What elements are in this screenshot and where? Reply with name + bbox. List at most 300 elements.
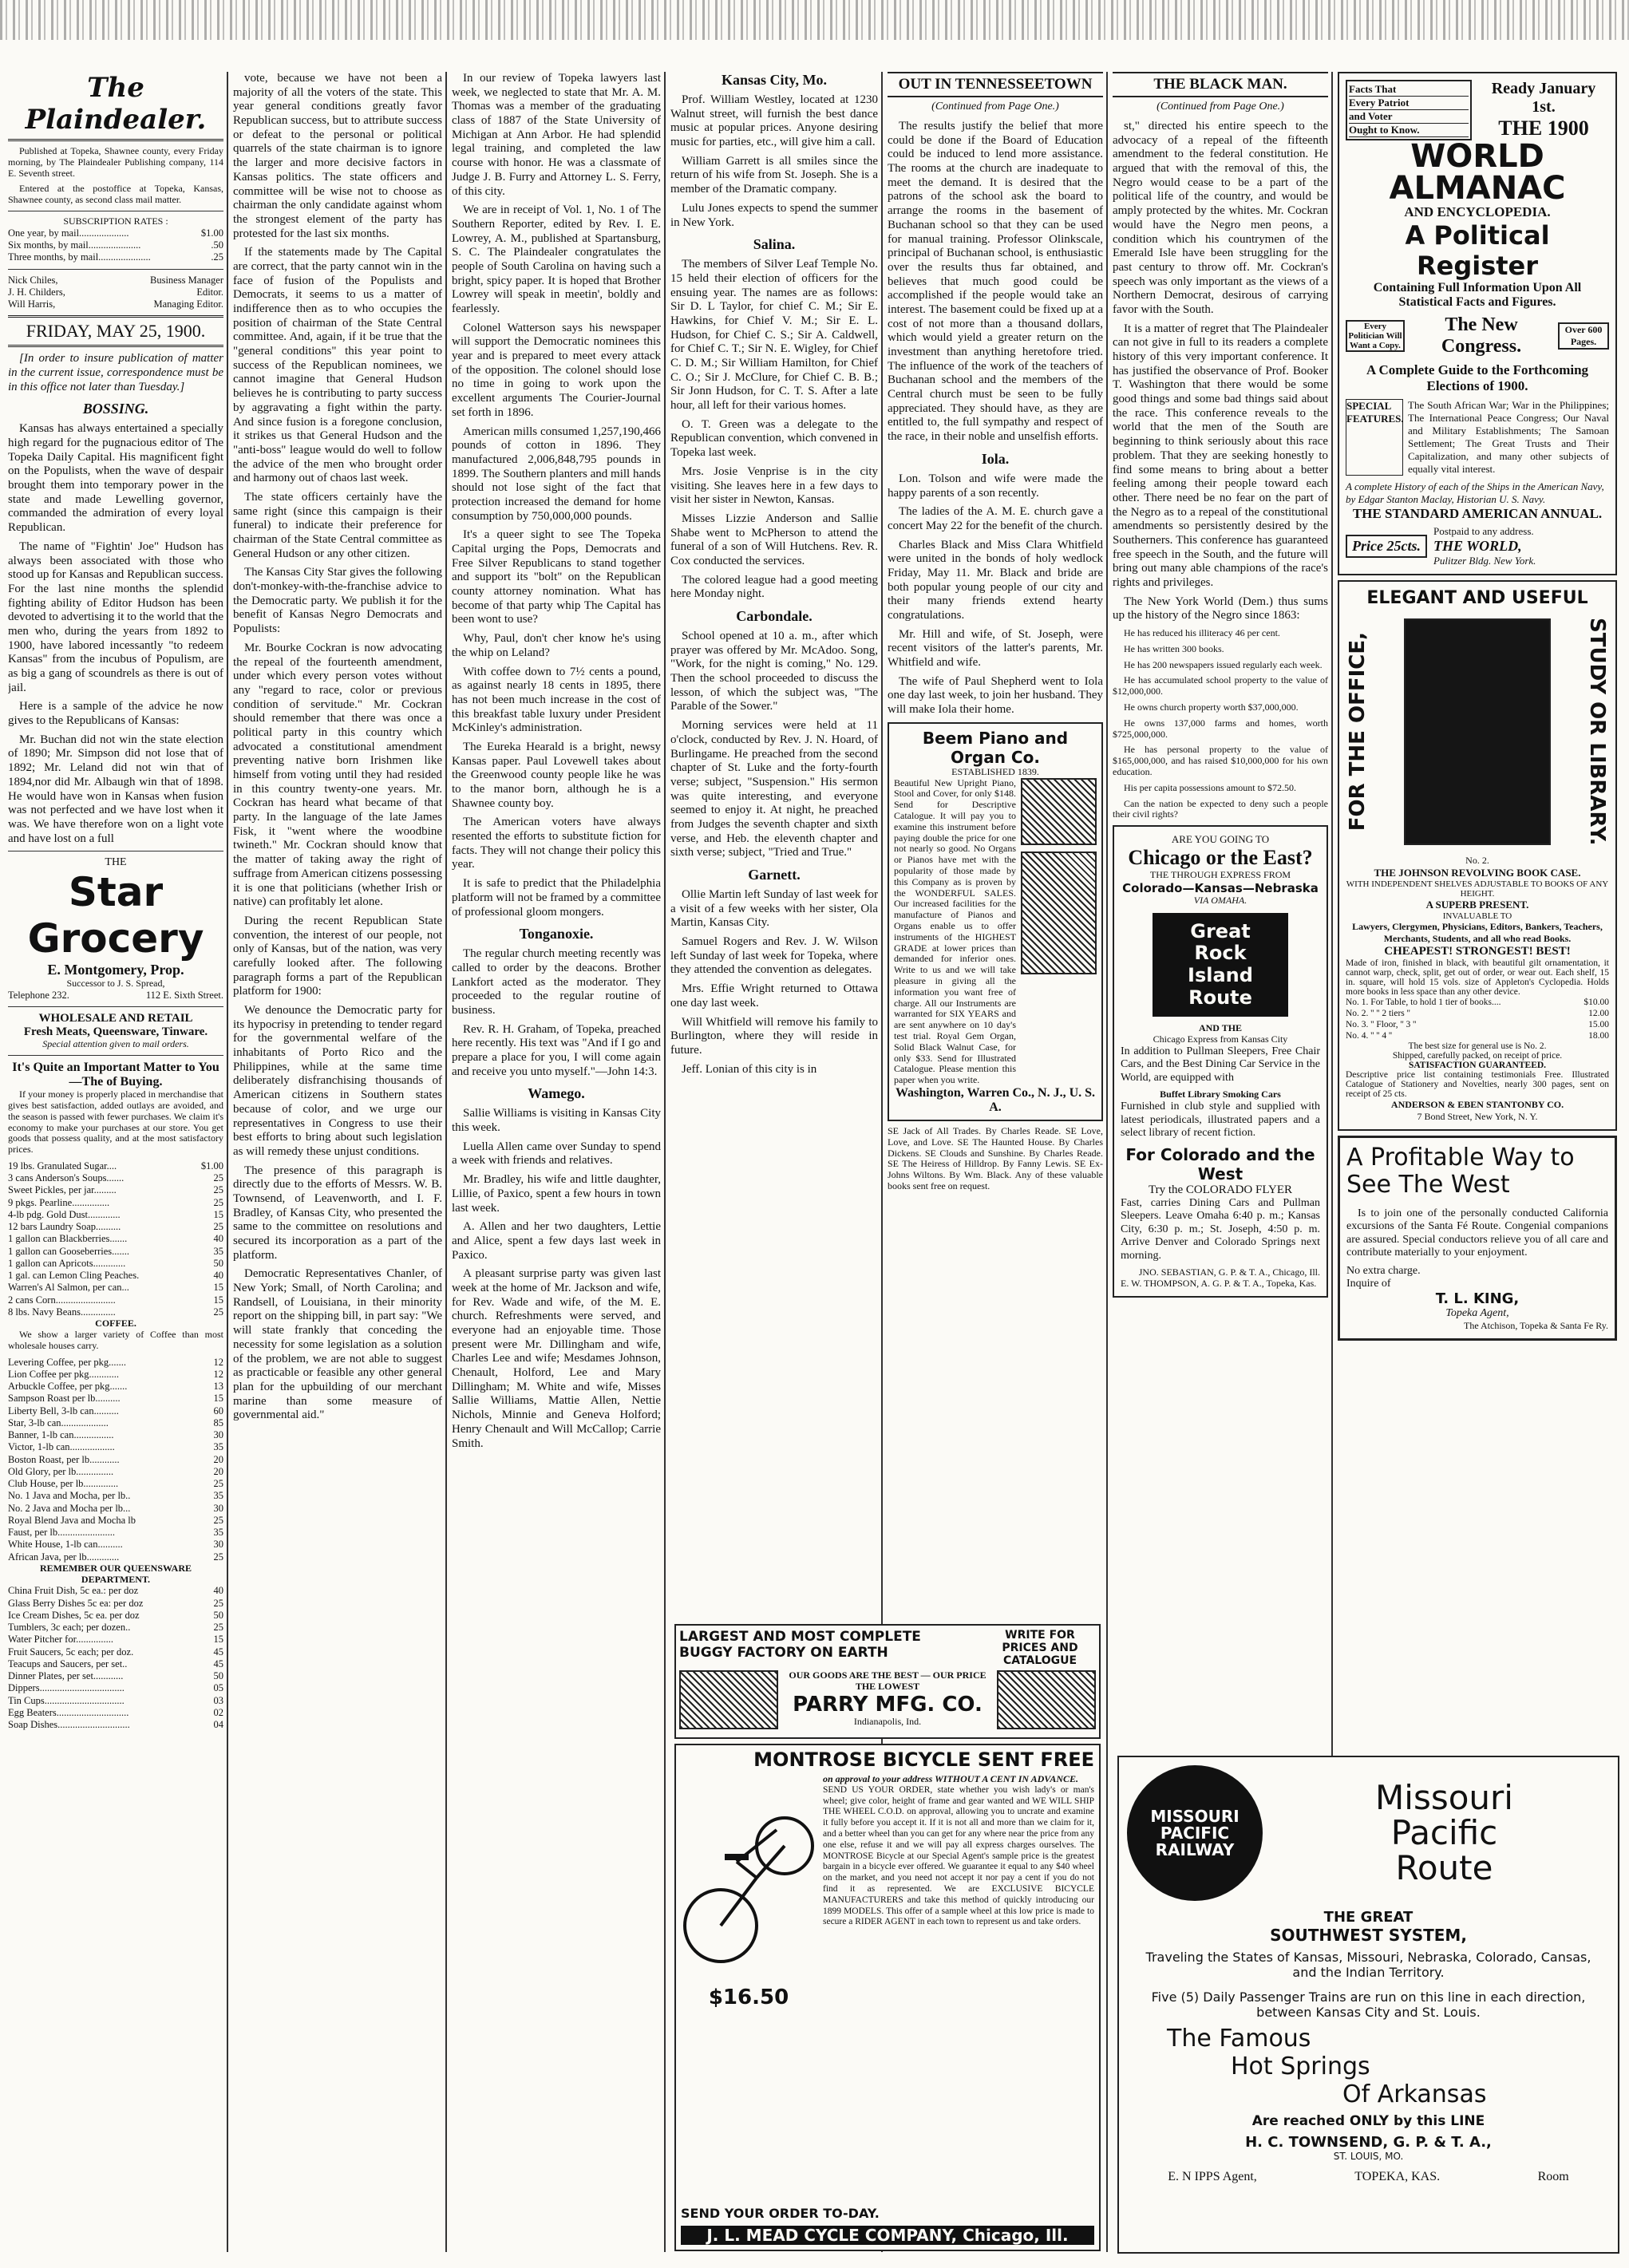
pulitzer: Pulitzer Bldg. New York. — [1433, 555, 1536, 567]
row-label: Banner, 1-lb can................ — [8, 1429, 114, 1441]
bicycle-price: $16.50 — [708, 1985, 789, 2009]
column-rule — [445, 72, 447, 2252]
bookcase-headline: ELEGANT AND USEFUL — [1366, 588, 1588, 608]
row-label: Egg Beaters............................. — [8, 1706, 129, 1718]
paragraph: Rev. R. H. Graham, of Topeka, preached here recently. His text was "And if I go and prepare a place for you, I will come again and receive you unto myself."—John 14:3. — [452, 1022, 661, 1078]
bookcase-professions: Lawyers, Clergymen, Physicians, Editors, Bankers, Teachers, Merchants, Students, and all who read Books. — [1352, 920, 1603, 944]
special-text: The South African War; War in the Philippines; The International Peace Congress; Our Naval and Military Establishments; The Samoan Settlement; The Great Trusts and Their Capitalization, and many other subjects of equally vital interest. — [1408, 399, 1609, 475]
mp-topeka: TOPEKA, KAS. — [1354, 2170, 1441, 2183]
grocery-headline: It's Quite an Important Matter to You—The of Buying. — [12, 1061, 219, 1089]
paragraph: Here is a sample of the advice he now gives to the Republicans of Kansas: — [8, 700, 223, 728]
row-label: 1 gallon can Blackberries....... — [8, 1233, 128, 1245]
bookcase-cheapest: CHEAPEST! STRONGEST! BEST! — [1384, 944, 1571, 958]
paragraph: He has written 300 books. — [1124, 642, 1224, 654]
price-row — [8, 1429, 223, 1441]
mp-city: ST. LOUIS, MO. — [1333, 2151, 1404, 2162]
row-value: 35 — [213, 1245, 223, 1257]
row-value: 30 — [213, 1539, 223, 1551]
garnett-news — [670, 888, 878, 1077]
row-label: Sweet Pickles, per jar......... — [8, 1184, 117, 1196]
rock-colorado: For Colorado and the West — [1125, 1144, 1315, 1183]
paragraph: The presence of this paragraph is directly due to the efforts of Messrs. W. B. Townsend, of Leavenworth, and I. F. Bradley, of Kansas City, who presented the same to the committee on resolutions and secured its incorporation as a part of the platform. — [233, 1164, 442, 1262]
price-row — [8, 1527, 223, 1539]
row-label: No. 1 Java and Mocha, per lb.. — [8, 1490, 131, 1502]
row-value: 12 — [213, 1368, 223, 1380]
bicycle-sub: on approval to your address WITHOUT A CENT IN ADVANCE. — [823, 1773, 1079, 1784]
paragraph: The regular church meeting recently was called to order by the deacons. Brother Lankfort acted as the moderator. They proceeded to the regular routine of business. — [452, 947, 661, 1017]
row-value: 15 — [213, 1294, 223, 1306]
price-row — [8, 1695, 223, 1707]
west-text: Is to join one of the personally conducted California excursions of the Santa Fé Route. Congenial companions are assured. Special conductors relieve you of all care and contribute materially to your enjoyment. — [1346, 1207, 1608, 1259]
west-role: Topeka Agent, — [1445, 1306, 1509, 1319]
paragraph: Prof. William Westley, located at 1230 Walnut street, will furnish the best dance music at popular prices. Anyone desiring music for parties, etc., will give him a call. — [670, 93, 878, 149]
row-label: Lion Coffee per pkg............ — [8, 1368, 119, 1380]
bookcase-shipped: Shipped, carefully packed, on receipt of price. — [1392, 1050, 1563, 1061]
paragraph: He has 200 newspapers issued regularly each week. — [1124, 658, 1323, 670]
price-row — [8, 275, 223, 286]
missouri-pacific-logo: MISSOURI PACIFIC RAILWAY — [1127, 1765, 1263, 1901]
subscription-rates — [8, 227, 223, 264]
row-value: 25 — [213, 1172, 223, 1184]
parry-buggy-ad — [674, 1624, 1101, 1739]
continued-note: (Continued from Page One.) — [931, 101, 1059, 113]
price-row — [8, 1598, 223, 1610]
paragraph: William Garrett is all smiles since the return of his wife from St. Joseph. She is a member of the Dramatic company. — [670, 154, 878, 196]
almanac-box-line: and Voter — [1349, 110, 1469, 124]
rock-island-logo: Great Rock Island Route — [1153, 913, 1288, 1017]
paragraph: A. Allen and her two daughters, Lettie and Alice, spent a few days last week in Paxico. — [452, 1220, 661, 1262]
rock-destination: Chicago or the East? — [1128, 846, 1313, 870]
row-value: 25 — [213, 1306, 223, 1318]
row-label: Liberty Bell, 3-lb can.......... — [8, 1405, 119, 1417]
row-label: 8 lbs. Navy Beans.............. — [8, 1306, 116, 1318]
article-title: BOSSING. — [82, 401, 149, 417]
rock-agent: E. W. THOMPSON, A. G. P. & T. A., Topeka, Kas. — [1121, 1278, 1317, 1290]
bookcase-prices — [1346, 997, 1609, 1041]
rock-agent: JNO. SEBASTIAN, G. P. & T. A., Chicago, Ill. — [1138, 1266, 1320, 1278]
buggy-city: Indianapolis, Ind. — [853, 1715, 922, 1727]
row-label: Water Pitcher for............... — [8, 1634, 113, 1646]
price-row — [8, 1646, 223, 1658]
bookcase-invaluable: INVALUABLE TO — [1442, 911, 1512, 921]
row-label: 1 gallon can Apricots............. — [8, 1257, 126, 1269]
price-row — [8, 286, 223, 298]
bookcase-ad — [1338, 580, 1617, 1131]
page-edge-noise — [0, 0, 1629, 40]
price-row — [8, 1610, 223, 1622]
paragraph: The American voters have always resented the efforts to substitute fiction for facts. They will not change their policy this year. — [452, 816, 661, 871]
organ-address: Washington, Warren Co., N. J., U. S. A. — [895, 1085, 1096, 1114]
column-3 — [452, 72, 661, 2252]
coffee-price-list — [8, 1357, 223, 1563]
price-row — [8, 1719, 223, 1731]
row-value: 15 — [213, 1634, 223, 1646]
star-grocery-name: Star Grocery — [27, 869, 204, 962]
price-row — [8, 1478, 223, 1490]
price-row — [8, 1233, 223, 1245]
paragraph: The results justify the belief that more could be done if the Board of Education could be induced to lend more assistance. The rooms at the church are inadequate to meet the demand. It is desired that the patrons of the school ask the board to arrange the rooms in the basement of Buchanan school so that they can be used for manual training. Professor Olinkscale, principal of Buchanan school, is enthusiastic over the results thus far obtained, and believes that much good could be accomplished if the people would take an interest. The basement could be fixed up at a cost of not more than a thousand dollars, which would yield a greater return on the investment than anything heretofore tried. The influence of the work of the teachers of Buchanan school and the members of the Central church must be seen to be fully appreciated. They should have, as they are entitled to, the full sympathy and respect of the race, in their noble and unselfish efforts. — [888, 120, 1103, 444]
price-row — [8, 1294, 223, 1306]
price-row — [8, 1515, 223, 1527]
article-title: THE BLACK MAN. — [1113, 72, 1328, 97]
row-label: Levering Coffee, per pkg....... — [8, 1356, 126, 1368]
bicycle-illustration — [681, 1774, 816, 1982]
row-label: Soap Dishes............................. — [8, 1719, 130, 1731]
missouri-pacific-ad — [1117, 1756, 1619, 2254]
row-value: Editor. — [196, 286, 223, 298]
almanac-facts-box — [1346, 80, 1472, 140]
price-row — [8, 1197, 223, 1209]
price-row — [1346, 1030, 1609, 1041]
paragraph: Colonel Watterson says his newspaper will support the Democratic nominees this year and is prepared to meet every attack of the opposition. The colonel should lose no time in going to work upon the excellent arguments The Courier-Journal set forth in 1896. — [452, 321, 661, 419]
row-label: Old Glory, per lb............... — [8, 1465, 114, 1477]
rock-flyer-text: Fast, carries Dining Cars and Pullman Sleepers. Leave Omaha 6:40 p. m.; Kansas City, 6:30 p. m.; St. Joseph, 4:50 p. m. Arrive Denver and Colorado Springs next morning. — [1121, 1196, 1320, 1262]
row-value: 15 — [213, 1282, 223, 1294]
section-title: Salina. — [753, 236, 796, 253]
buggy-headline: LARGEST AND MOST COMPLETE BUGGY FACTORY ON EARTH — [679, 1629, 921, 1661]
section-title: Tonganoxie. — [519, 926, 594, 942]
paragraph: Will Whitfield will remove his family to Burlington, where they will reside in future. — [670, 1015, 878, 1057]
almanac-new: The New Congress. — [1441, 314, 1522, 357]
bookcase-text: Made of iron, finished in black, with beautiful gilt ornamentation, it cannot warp, check, split, get out of order, or wear out. Each shelf, 15 in. square, will hold 15 vols. size of Appleton's Cyclopedia. Holds more books in less space than any other device. — [1346, 958, 1609, 997]
row-value: Managing Editor. — [153, 298, 223, 310]
paragraph: The wife of Paul Shepherd went to Iola one day last week, to join her husband. They will make Iola their home. — [888, 674, 1103, 717]
mp-room: Room — [1537, 2170, 1569, 2183]
black-man-body — [1113, 120, 1328, 623]
row-value: 40 — [213, 1270, 223, 1282]
price-row — [8, 1490, 223, 1502]
price-row — [8, 1209, 223, 1221]
bookcase-satisfaction: SATISFACTION GUARANTEED. — [1408, 1060, 1547, 1070]
price-row — [8, 1585, 223, 1597]
paragraph: He has personal property to the value of $165,000,000, and has raised $10,000,000 for his own education. — [1113, 744, 1328, 778]
special-features: SPECIAL FEATURES. — [1346, 399, 1403, 476]
row-value: 02 — [213, 1706, 223, 1718]
row-value: 50 — [213, 1257, 223, 1269]
bookcase-side-left: FOR THE OFFICE, — [1346, 632, 1370, 832]
coffee-intro: We show a larger variety of Coffee than most wholesale houses carry. — [8, 1328, 223, 1351]
almanac-every: Every Politician Will Want a Copy. — [1346, 320, 1405, 352]
price-row — [8, 1306, 223, 1318]
row-value: 30 — [213, 1429, 223, 1441]
rock-island-ad — [1113, 825, 1328, 1298]
row-value: 40 — [213, 1585, 223, 1597]
bookcase-illustration — [1404, 618, 1551, 845]
price-row — [8, 1221, 223, 1233]
row-label: Will Harris, — [8, 298, 56, 310]
rock-route: Colorado—Kansas—Nebraska — [1122, 881, 1319, 896]
row-label: 4-lb pdg. Gold Dust............. — [8, 1208, 121, 1220]
paragraph: Morning services were held at 11 o'clock, conducted by Rev. J. N. Hoard, of Burlingame. He preached from the second chapter of St. Luke and the forty-fourth verse; subject, "Suspension." His sermon was quite interesting, and everyone seemed to enjoy it. At night, he preached from Judges the seventh chapter and sixth verse, and Heb. the eleventh chapter and sixth verse; subject, "Tried and True." — [670, 719, 878, 859]
paragraph: With coffee down to 7½ cents a pound, as against nearly 18 cents in 1895, there has not been much increase in the cost of this breakfast table luxury under President McKinley's administration. — [452, 665, 661, 735]
row-value: 60 — [213, 1405, 223, 1417]
row-label: White House, 1-lb can.......... — [8, 1539, 123, 1551]
the-world: THE WORLD, — [1433, 538, 1522, 554]
organ-established: ESTABLISHED 1839. — [951, 765, 1039, 777]
rock-furnished: Furnished in club style and supplied with latest periodicals, illustrated papers and a select library of recent fiction. — [1121, 1100, 1320, 1140]
row-label: No. 2. '' '' 2 tiers '' — [1346, 1008, 1410, 1018]
bookcase-address: 7 Bond Street, New York, N. Y. — [1417, 1110, 1538, 1122]
political-register: A Political Register — [1405, 220, 1550, 281]
price-row — [8, 1503, 223, 1515]
row-label: 12 bars Laundry Soap.......... — [8, 1221, 121, 1233]
row-value: 15 — [213, 1393, 223, 1405]
paragraph: His per capita possessions amount to $72.50. — [1124, 781, 1296, 793]
price-row — [8, 1622, 223, 1634]
mp-hot: Hot Springs — [1231, 2053, 1370, 2080]
price-row — [8, 1270, 223, 1282]
row-label: Club House, per lb.............. — [8, 1478, 119, 1490]
paragraph: We denounce the Democratic party for its hypocrisy in pretending to tender regard for the governmental welfare of the inhabitants of Porto Rico and the Philippines, while at the same time deliberately disfranchising thousands of American citizens in Southern states because of color, and we urge our representatives in Congress to use their best efforts to bring about such legislation as will remedy these unjust conditions. — [233, 1004, 442, 1158]
tonganoxie-news — [452, 947, 661, 1079]
rock-through: THE THROUGH EXPRESS FROM — [1149, 869, 1291, 881]
row-value: 50 — [213, 1609, 223, 1621]
postpaid: Postpaid to any address. — [1433, 525, 1534, 537]
row-label: Tumblers, 3c each; per dozen.. — [8, 1622, 131, 1634]
paragraph: He owns 137,000 farms and homes, worth $725,000,000. — [1113, 717, 1328, 740]
buggy-company: PARRY MFG. CO. — [793, 1692, 983, 1717]
row-value: 35 — [213, 1527, 223, 1539]
price-row — [8, 1670, 223, 1682]
paragraph: The members of Silver Leaf Temple No. 15 held their election of officers for the ensuing year. The names are as follows: Sir D. L Taylor, for chief C. M.; Sir E. Hawkins, for Chief V. M.; Sir E. L. Hudson, for Chief C. S.; Sir A. Caldwell, for Chief C. T.; Sir N. E. Wigley, for Chief C. D. M.; Sir William Hamilton, for Chief C. O.; Sir J. McClure, for Chief C. B. B.; Sir Jonn Hudson, for C. T. S. After a late hour, all left for their various homes. — [670, 258, 878, 413]
price-row — [8, 1172, 223, 1184]
rock-and: AND THE — [1198, 1022, 1243, 1034]
row-value: 25 — [213, 1221, 223, 1233]
organ-ad-text: Beautiful New Upright Piano, Stool and Cover, for only $148. Send for Descriptive Catalogue. It will pay you to examine this instrument before paying double the price for one not nearly so good. No Organs or Pianos have met with the popularity of those made by this Company as is proven by the WONDERFUL SALES. Our increased facilities for the manufacture of Pianos and Organs enable us to offer instruments of the HIGHEST GRADE at lower prices than demanded for inferior ones. Write to us and we will take pleasure in giving all the information you want free of charge. All our Instruments are warranted for SIX YEARS and are sent anywhere on 10 day's test trial. Royal Gem Organ, Solid Black Walnut Case, for only $33. Send for Illustrated Catalogue. Please mention this paper when you write. — [894, 776, 1016, 1086]
bookcase-company: ANDERSON & EBEN STANTONBY CO. — [1390, 1098, 1564, 1110]
paragraph: The Kansas City Star gives the following don't-monkey-with-the-franchise advice to the Democratic party. We publish it for the benefit of Kansas Negro Democrats and Populists: — [233, 566, 442, 636]
organ-ad-title: Beem Piano and Organ Co. — [922, 728, 1069, 767]
row-value: 45 — [213, 1646, 223, 1658]
rock-chicago: Chicago Express from Kansas City — [1153, 1033, 1288, 1045]
price-row — [8, 1258, 223, 1270]
price-row — [1346, 1008, 1609, 1019]
editorial-notes — [452, 72, 661, 919]
row-value: 13 — [213, 1381, 223, 1393]
organ-illustration — [1021, 851, 1097, 974]
price-row — [8, 1246, 223, 1258]
correspondence-notice: [In order to insure publication of matter in the current issue, correspondence must be in this office not later than Tuesday.] — [8, 352, 223, 393]
row-label: Royal Blend Java and Mocha lb — [8, 1514, 136, 1526]
mp-agent: H. C. TOWNSEND, G. P. & T. A., — [1245, 2134, 1492, 2151]
paragraph: Mr. Hill and wife, of St. Joseph, were recent visitors of the latter's parents, Mr. Whitfield and wife. — [888, 627, 1103, 670]
paragraph: Misses Lizzie Anderson and Sallie Shabe went to McPherson to attend the funeral of a son of Will Hutchens. Rev. R. Cox conducted the services. — [670, 512, 878, 567]
row-label: Dippers.................................. — [8, 1682, 125, 1694]
address: 112 E. Sixth Street. — [145, 990, 223, 1002]
bicycle-company: J. L. MEAD CYCLE COMPANY, Chicago, Ill. — [681, 2226, 1094, 2245]
bookcase-present: A SUPERB PRESENT. — [1425, 898, 1529, 911]
grocery-intro: If your money is properly placed in merchandise that gives best satisfaction, added outlays are avoided, and the season is passed with fewer purchases. We claim it's economy to make your purchases at our store. You get goods that possess quality, and at the most satisfactory prices. — [8, 1089, 223, 1156]
row-value: 35 — [213, 1441, 223, 1453]
row-value: 25 — [213, 1196, 223, 1208]
row-value: 12 — [213, 1356, 223, 1368]
mp-southwest: SOUTHWEST SYSTEM, — [1270, 1926, 1467, 1945]
paragraph: Samuel Rogers and Rev. J. W. Wilson left Sunday of last week for Topeka, where they attended the convention as delegates. — [670, 935, 878, 977]
grocery-price-list — [8, 1160, 223, 1318]
wholesale: WHOLESALE AND RETAIL — [38, 1012, 193, 1025]
paragraph: Mr. Buchan did not win the state election of 1890; Mr. Simpson did not lose that of 1892; Mr. Leland did not win that of 1894,nor did Mr. Albaugh win that of 1898. He would have won in Kansas when fusion was not perfected and we have lost when it was. We have therefore won on a light vote and have lost on a full — [8, 733, 223, 845]
price-row — [8, 239, 223, 251]
row-value: 15 — [213, 1208, 223, 1220]
row-label: No. 2 Java and Mocha per lb... — [8, 1502, 131, 1514]
row-label: Star, 3-lb can................... — [8, 1417, 109, 1428]
row-label: African Java, per lb............. — [8, 1551, 120, 1563]
section-title: Garnett. — [748, 867, 801, 883]
mp-great: THE GREAT — [1323, 1909, 1414, 1926]
row-label: Fruit Saucers, 5c each; per doz. — [8, 1646, 134, 1658]
paragraph: Lon. Tolson and wife were made the happy parents of a son recently. — [888, 472, 1103, 500]
row-value: 85 — [213, 1417, 223, 1428]
paragraph: We are in receipt of Vol. 1, No. 1 of The Southern Reporter, edited by Rev. I. E. Lowrey, A. M., published at Spartansburg, S. C. The Plaindealer congratulates the people of South Carolina on having such a bright, spicy paper. It is hoped that Brother Lowrey will speak in meetin', boldly and fearlessly. — [452, 203, 661, 315]
successor: Successor to J. S. Spread, — [66, 978, 165, 990]
row-value: 25 — [213, 1622, 223, 1634]
row-value: $1.00 — [200, 227, 223, 239]
row-label: No. 1. For Table, to hold 1 tier of books.... — [1346, 997, 1501, 1007]
row-label: Sampson Roast per lb.......... — [8, 1393, 121, 1405]
fresh-meats: Fresh Meats, Queensware, Tinware. — [23, 1025, 208, 1039]
price-row — [8, 1707, 223, 1719]
row-value: 25 — [213, 1551, 223, 1563]
column-rule — [1106, 72, 1108, 2252]
row-value: .25 — [211, 251, 223, 263]
row-label: Victor, 1-lb can.................. — [8, 1441, 115, 1453]
paragraph: The New York World (Dem.) thus sums up the history of the Negro since 1863: — [1113, 595, 1328, 622]
section-title: Wamego. — [528, 1085, 585, 1102]
paragraph: In our review of Topeka lawyers last week, we neglected to state that Mr. A. M. Thomas was a member of the graduating class of 1887 of the State University of Michigan at Ann Arbor. He had splendid legal training, and completed the law course with honor. He was a classmate of Judge J. B. Furry and Attorney L. S. Ferry, of this city. — [452, 72, 661, 198]
paragraph: Kansas has always entertained a specially high regard for the pugnacious editor of The Topeka Daily Capital. His magnificent fight on the Populists, when the wave of despair brought them into temporary power in the state and made Lewelling governor, commanded the admiration of every loyal Republican. — [8, 422, 223, 535]
mp-title-3: Route — [1395, 1848, 1493, 1888]
ad-the: THE — [105, 856, 127, 869]
paragraph: He owns church property worth $37,000,000. — [1124, 701, 1299, 713]
paragraph: Democratic Representatives Chanler, of New York; Small, of North Carolina; and Randsell, of Louisiana, in their minority report on the shipping bill, in part say: "We will state frankly that conceding the necessity for some legislation as a solution of the problem, we are not able to suggest as practicable or feasible any other general plan for the upbuilding of our merchant marine than some measure of governmental aid." — [233, 1267, 442, 1422]
rock-flyer: Try the COLORADO FLYER — [1148, 1183, 1293, 1196]
buggy-goods: OUR GOODS ARE THE BEST — OUR PRICE THE LOWEST — [789, 1669, 986, 1692]
price-row — [1346, 1019, 1609, 1030]
paragraph: If the statements made by The Capital are correct, that the party cannot win in the face of fusion of the Populists and Democrats, it seems to us a matter of indifference then as to who occupies the position of chairman of the State Central committee. And, again, if it be true that the "general conditions" this year point to success of the Republican nominees, we cannot imagine that General Hudson believes he is contributing to party success by aggravating a fight within the party. And since fusion is a foregone conclusion, it strikes us that General Hudson and the "anti-boss" league would do well to follow the advice of the men who brought order and harmony out of chaos last week. — [233, 246, 442, 485]
buggy-write: WRITE FOR PRICES AND CATALOGUE — [1002, 1629, 1078, 1667]
west-title: A Profitable Way to See The West — [1346, 1143, 1575, 1199]
rock-question: ARE YOU GOING TO — [1171, 833, 1270, 846]
queensware-title: REMEMBER OUR QUEENSWARE DEPARTMENT. — [39, 1562, 192, 1585]
paragraph: Charles Black and Miss Clara Whitfield were united in the bonds of holy wedlock Friday, May 11. Mr. Black and bride are both popular young people of our city and their many friends extend hearty congratulations. — [888, 538, 1103, 622]
mp-five: Five (5) Daily Passenger Trains are run on this line in each direction, between Kansas City and St. Louis. — [1151, 1989, 1586, 2020]
paragraph: The colored league had a good meeting here Monday night. — [670, 573, 878, 601]
price-row — [8, 1160, 223, 1172]
row-label: No. 3. '' Floor, '' 3 '' — [1346, 1019, 1417, 1029]
paragraph: Sallie Williams is visiting in Kansas City this week. — [452, 1107, 661, 1135]
west-extra: No extra charge. — [1346, 1264, 1421, 1277]
price-row — [8, 1357, 223, 1369]
standard-annual: THE STANDARD AMERICAN ANNUAL. — [1352, 506, 1603, 521]
special-note: Special attention given to mail orders. — [42, 1038, 189, 1050]
row-value: 25 — [213, 1514, 223, 1526]
montrose-bicycle-ad — [674, 1744, 1101, 2251]
organ-ad — [888, 722, 1103, 1121]
bookcase-ideal: The best size for general use is No. 2. — [1408, 1041, 1547, 1051]
row-value: 05 — [213, 1682, 223, 1694]
row-label: Dinner Plates, per set............ — [8, 1670, 124, 1682]
row-label: Ice Cream Dishes, 5c ea. per doz — [8, 1609, 140, 1621]
row-label: 3 cans Anderson's Soups....... — [8, 1172, 125, 1184]
bicycle-text: SEND US YOUR ORDER, state whether you wish lady's or man's wheel; give color, height of frame and gear wanted and WE WILL SHIP THE WHEEL C.O.D. on approval, allowing you to uncrate and examine it fully before you accept it. If it is not all and more than we claim for it, and a better wheel than you can get for any where near the price from any one else, refuse it and we will pay all express charges ourselves. The MONTROSE Bicycle at our Special Agent's sample price is the greatest bargain in a bicycle ever offered. We guarantee it equal to any $40 wheel on the market, and you need not accept it nor pay a cent if you do not find it as represented. We are EXCLUSIVE BICYCLE MANUFACTURERS and take this method of quickly introducing our 1899 MODELS. This offer of a sample wheel at this low price is made to secure a RIDER AGENT in each town to represent us and take orders. — [823, 1784, 1094, 1927]
almanac-over: Over 600 Pages. — [1558, 322, 1609, 350]
masthead: The Plaindealer. — [8, 72, 223, 141]
row-value: .50 — [211, 239, 223, 251]
continued-note: (Continued from Page One.) — [1157, 101, 1284, 113]
paragraph: Why, Paul, don't cher know he's using the whip on Leland? — [452, 632, 661, 659]
paragraph: st," directed his entire speech to the advocacy of a repeal of the fifteenth amendment to the federal constitution. He argued that with the removal of this, the Negro would cease to be a part of the political life of the country, and would be amply protected by the whites. Mr. Cockran would have the Negro men peons, a condition which his countrymen of the Emerald Isle have been struggling for the past century to throw off. Mr. Cockran's speech was only important as the views of a Northern Democrat, desirous of carrying favor with the South. — [1113, 120, 1328, 316]
row-label: China Fruit Dish, 5c ea.: per doz — [8, 1585, 139, 1597]
paragraph: Luella Allen came over Sunday to spend a week with friends and relatives. — [452, 1140, 661, 1168]
paragraph: American mills consumed 1,257,190,466 pounds of cotton in 1896. They manufactured 2,006,848,795 pounds in 1899. The Southern planters and mill hands should not lose sight of the fact that protection increased the demand for home consumption by 750,000,000 pounds. — [452, 425, 661, 523]
almanac-title: WORLD ALMANAC — [1389, 138, 1566, 207]
bookcase-no: No. 2. — [1465, 855, 1489, 866]
mp-famous: The Famous — [1167, 2025, 1311, 2053]
rock-buffet: Buffet Library Smoking Cars — [1160, 1089, 1281, 1100]
row-label: Nick Chiles, — [8, 274, 58, 286]
price-row — [8, 1393, 223, 1405]
mp-reached: Are reached ONLY by this LINE — [1251, 2113, 1485, 2129]
publication-info: Published at Topeka, Shawnee county, every Friday morning, by The Plaindealer Publishing company, 114 E. Seventh street. — [8, 145, 223, 179]
mp-traveling: Traveling the States of Kansas, Missouri, Nebraska, Colorado, Cansas, and the Indian Territory. — [1145, 1950, 1591, 1980]
paragraph: It is safe to predict that the Philadelphia platform will not be framed by a committee of professional gloom mongers. — [452, 877, 661, 919]
row-label: No. 4. '' '' 4 '' — [1346, 1030, 1393, 1041]
paragraph: It is a matter of regret that The Plaindealer can not give in full to its readers a complete history of this very important conference. It has justified the observance of Prof. Booker T. Washington that there would be some good things and some bad things said about the race. This conference reveals to the world that the men of the South are beginning to think seriously about this race problem. That they are seeking honestly to find some means to bring about a better feeling among their people toward each other. There need be no fear on the part of the Negro as to a repeal of the constitutional amendments so persistently desired by the Southerners. This conference has guaranteed free speech in the South, and the future will bring out many able champions of the race's rights and privileges. — [1113, 322, 1328, 589]
price-row — [8, 1184, 223, 1196]
paragraph: The name of "Fightin' Joe" Hudson has always been associated with those who stood up for Kansas and Republican success. For the last nine months the splendid fighting ability of Editor Hudson has been devoted to advertising it to the world that the men who, during the years from 1892 to 1900, have labored incessantly "to redeem Kansas" from the incubus of Populism, are as big a gang of scoundrels as there is out of jail. — [8, 539, 223, 694]
price-row — [8, 1551, 223, 1563]
price-row — [8, 227, 223, 239]
paragraph: Ollie Martin left Sunday of last week for a visit of a few weeks with her sister, Ola Martin, Kansas City. — [670, 888, 878, 930]
column-rule — [227, 72, 228, 2252]
almanac-guide: A Complete Guide to the Forthcoming Elections of 1900. — [1366, 362, 1589, 393]
price-row — [8, 1417, 223, 1429]
paragraph: The ladies of the A. M. E. church gave a concert May 22 for the benefit of the church. — [888, 505, 1103, 532]
paragraph: During the recent Republican State convention, the interest of our people, not only of Kansas, but of the nation, was very carefully looked after. The following paragraph forms a part of the Republican platform for 1900: — [233, 914, 442, 998]
telephone: Telephone 232. — [8, 990, 69, 1002]
bookcase-name: THE JOHNSON REVOLVING BOOK CASE. — [1374, 866, 1581, 879]
almanac-box-line: Ought to Know. — [1349, 124, 1469, 137]
row-value: Business Manager — [150, 274, 223, 286]
paragraph: The state officers certainly have the same right (since this campaign is their funeral) to indicate their preference for chairman of the State Central committee as General Hudson or any other citizen. — [233, 490, 442, 560]
article-body — [8, 422, 223, 846]
paragraph: Mr. Bradley, his wife and little daughter, Lillie, of Paxico, spent a few hours in town last week. — [452, 1173, 661, 1215]
world-almanac-ad — [1338, 72, 1617, 575]
almanac-price: Price 25cts. — [1346, 535, 1427, 558]
bookcase-circular: Descriptive price list containing testimonials Free. Illustrated Catalogue of Stationery and Novelties, nearly 300 pages, sent on receipt of 25 cts. — [1346, 1069, 1609, 1099]
row-value: 18.00 — [1588, 1030, 1609, 1041]
column-1 — [8, 72, 223, 2252]
paragraph: Can the nation be expected to deny such a people their civil rights? — [1113, 797, 1328, 820]
row-label: Arbuckle Coffee, per pkg....... — [8, 1381, 128, 1393]
row-label: One year, by mail.................... — [8, 227, 129, 239]
row-value: 35 — [213, 1490, 223, 1502]
bicycle-send: SEND YOUR ORDER TO-DAY. — [681, 2206, 880, 2221]
paragraph: A pleasant surprise party was given last week at the home of Mr. Jackson and wife, for Rev. Wade and wife, of the M. E. church. Refreshments were served, and everyone had an enjoyable time. Those present were Mr. Dillingham and wife, Charles Lee and wife; Mesdames Johnson, Chenault, Holford, Lee and Mary Dillingham; M. White and wife, Misses Sallie Williams, Mattie Allen, Nettie Nichols, Minnie and Geneva Holford; Henry Chenault and Will McCallop; Carrie Smith. — [452, 1267, 661, 1450]
staff-list — [8, 275, 223, 311]
row-label: Six months, by mail..................... — [8, 239, 141, 251]
bookcase-sub: WITH INDEPENDENT SHELVES ADJUSTABLE TO BOOKS OF ANY HEIGHT. — [1346, 879, 1609, 899]
wagon-illustration — [997, 1670, 1096, 1729]
bicycle-headline: MONTROSE BICYCLE SENT FREE — [753, 1748, 1094, 1771]
paragraph: It's a queer sight to see The Topeka Capital urging the Pops, Democrats and Free Silver Republicans to stand together and support its "bolt" on the Republican county attorney nomination. What has become of that party whip The Capital has been wont to use? — [452, 528, 661, 626]
paragraph: He has accumulated school property to the value of $12,000,000. — [1113, 674, 1328, 697]
row-value: 15.00 — [1588, 1019, 1609, 1029]
price-row — [8, 1441, 223, 1453]
row-label: 1 gallon can Gooseberries....... — [8, 1245, 130, 1257]
price-row — [8, 1282, 223, 1294]
row-value: $10.00 — [1584, 997, 1609, 1007]
